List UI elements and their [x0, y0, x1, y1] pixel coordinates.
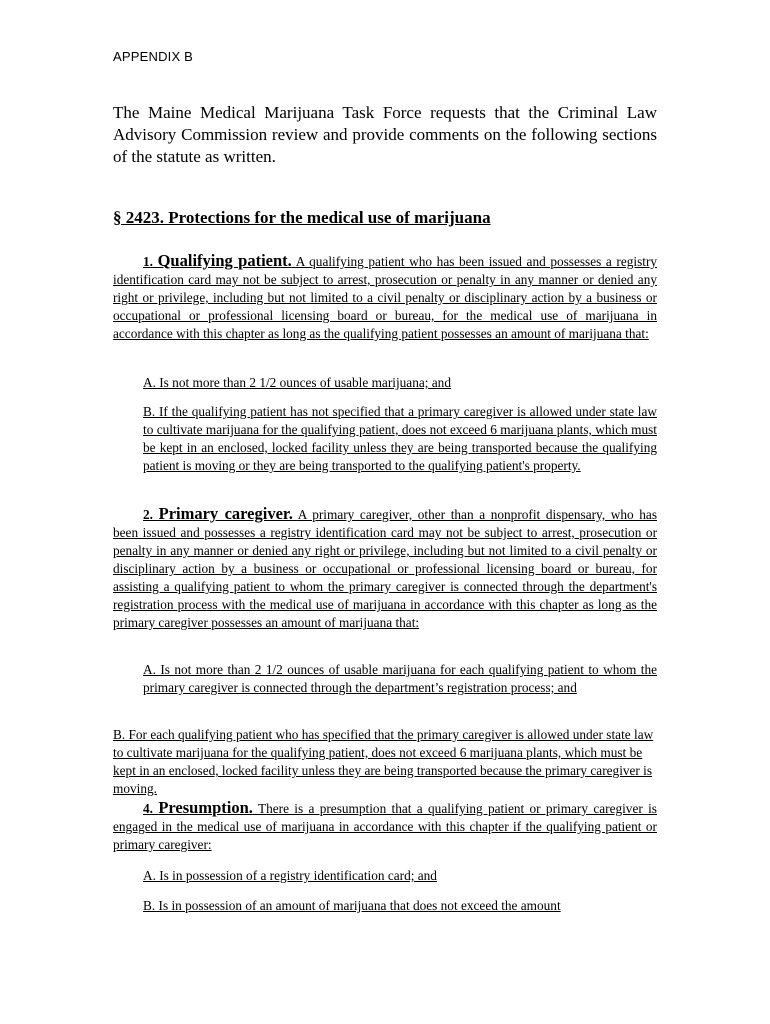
subsection-2-item-a: A. Is not more than 2 1/2 ounces of usable marijuana for each qualifying patient to whom the primary caregiver is connected through the department’s registration process; and	[143, 662, 657, 695]
subsection-number: 1.	[143, 254, 153, 269]
appendix-label: APPENDIX B	[113, 49, 194, 64]
subsection-heading: Qualifying patient.	[157, 251, 292, 270]
subsection-2-item-b: B. For each qualifying patient who has specified that the primary caregiver is allowed under state law to cultivate marijuana for the qualifying patient, does not exceed 6 marijuana plants, which must be kept in an enclosed, locked facility unless they are being transported because the primary caregiver is moving.	[113, 727, 654, 796]
section-heading: § 2423. Protections for the medical use of marijuana	[113, 208, 491, 227]
intro-paragraph: The Maine Medical Marijuana Task Force requests that the Criminal Law Advisory Commission review and provide comments on the following sections of the statute as written.	[113, 103, 657, 166]
subsection-heading: Primary caregiver.	[158, 504, 293, 523]
subsection-text: A primary caregiver, other than a nonprofit dispensary, who has been issued and possesses a registry identification card may not be subject to arrest, prosecution or penalty in any manner or denied any right or privilege, including but not limited to a civil penalty or disciplinary action by a business or occupational or professional licensing board or bureau, for assisting a qualifying patient to whom the primary caregiver is connected through the department's registration process with the medical use of marijuana in accordance with this chapter as long as the primary caregiver possesses an amount of marijuana that:	[113, 507, 658, 630]
subsection-text: There is a presumption that a qualifying patient or primary caregiver is engaged in the medical use of marijuana in accordance with this chapter if the qualifying patient or primary caregiver:	[113, 801, 657, 852]
subsection-4-item-b: B. Is in possession of an amount of marijuana that does not exceed the amount	[143, 898, 561, 913]
subsection-text: A qualifying patient who has been issued and possesses a registry identification card may not be subject to arrest, prosecution or penalty in any manner or denied any right or privilege, including but not limited to a civil penalty or disciplinary action by a business or occupational or professional licensing board or bureau, for the medical use of marijuana in accordance with this chapter as long as the qualifying patient possesses an amount of marijuana that:	[113, 254, 658, 341]
subsection-1-item-b: B. If the qualifying patient has not specified that a primary caregiver is allowed under state law to cultivate marijuana for the qualifying patient, does not exceed 6 marijuana plants, which must be kept in an enclosed, locked facility unless they are being transported because the qualifying patient is moving or they are being transported to the qualifying patient's property.	[143, 404, 657, 473]
subsection-number: 4.	[143, 801, 153, 816]
subsection-1-item-a: A. Is not more than 2 1/2 ounces of usable marijuana; and	[143, 375, 451, 390]
subsection-4-item-a: A. Is in possession of a registry identification card; and	[143, 868, 437, 883]
subsection-heading: Presumption.	[158, 798, 253, 817]
subsection-number: 2.	[143, 507, 153, 522]
subsection-2	[113, 505, 657, 632]
subsection-4	[113, 799, 657, 854]
subsection-1	[113, 252, 657, 343]
